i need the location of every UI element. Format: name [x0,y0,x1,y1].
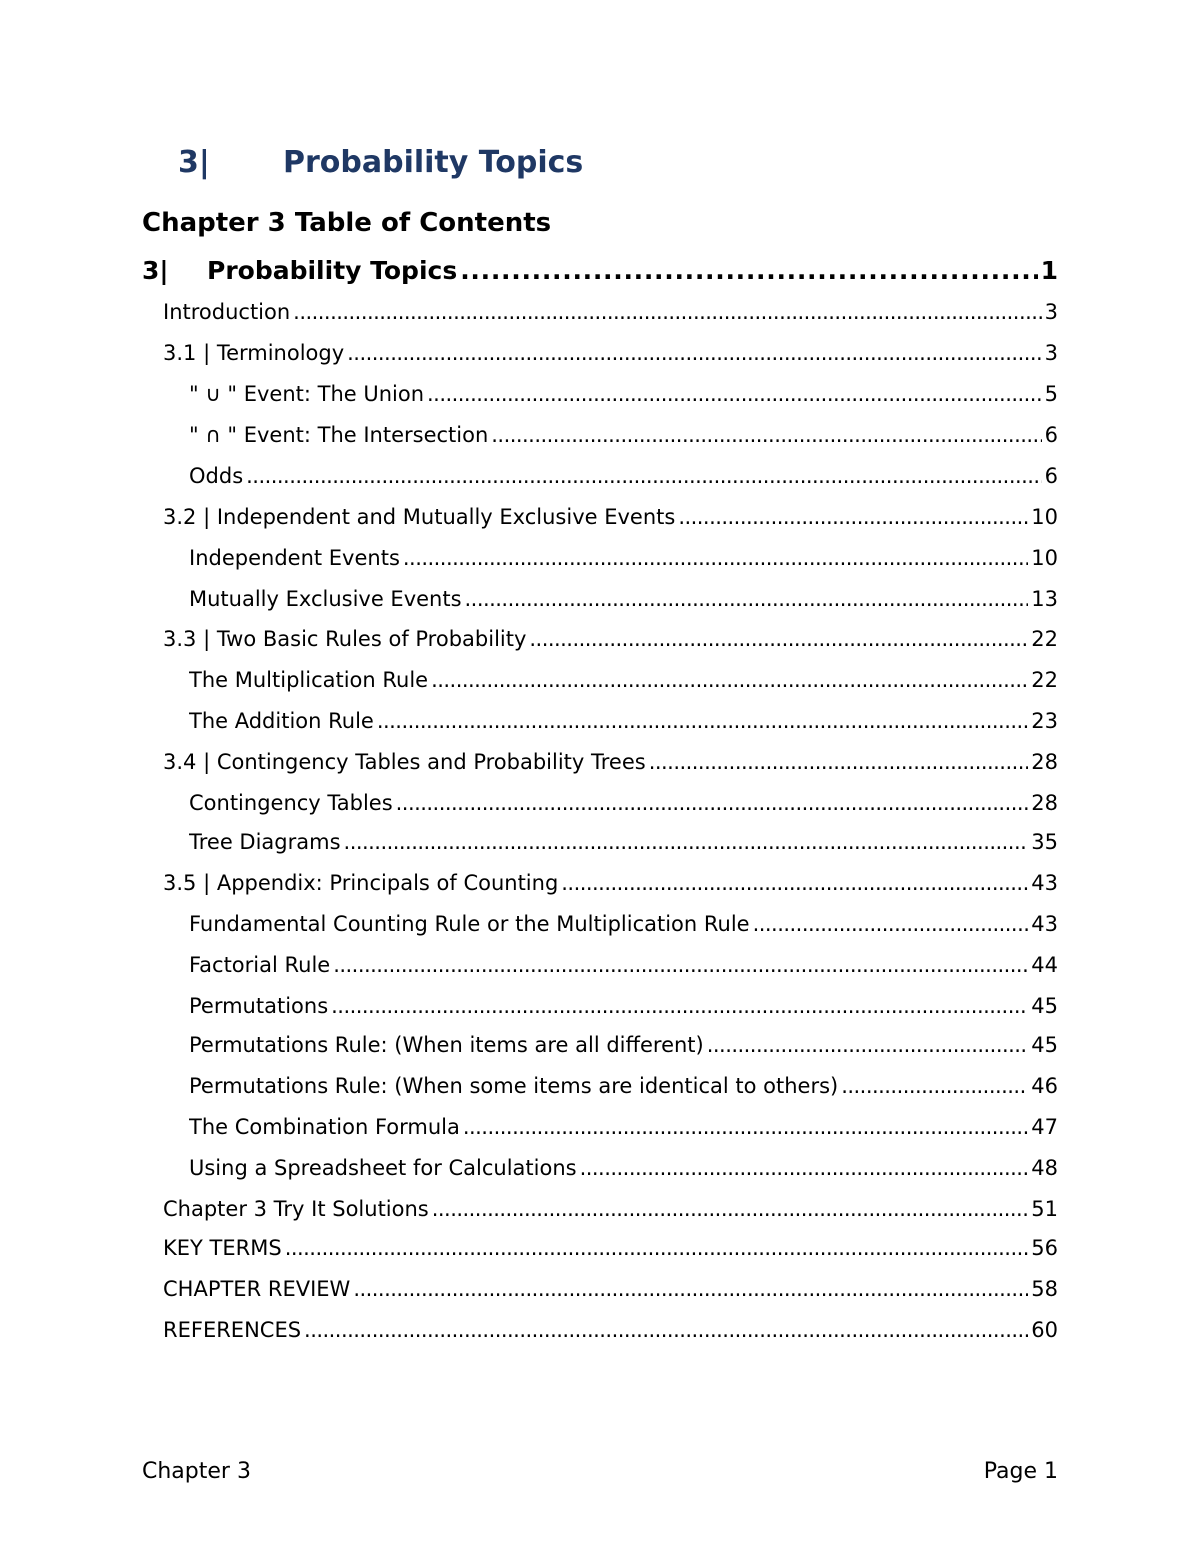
toc-entry[interactable] [163,1234,1058,1262]
toc-entry[interactable] [189,462,1058,490]
toc-entry[interactable] [163,748,1058,776]
toc-page-number: 3 [1044,300,1058,324]
toc-entry-label: Permutations Rule: (When items are all different) [189,1033,704,1057]
toc-entry[interactable] [189,585,1058,613]
toc-entry[interactable] [163,1195,1058,1223]
toc-entry-label: " ∪ " Event: The Union [189,382,425,406]
toc-page-number: 10 [1031,546,1058,570]
dot-leader [427,382,1042,406]
dot-leader [649,750,1029,774]
toc-page-number: 6 [1044,464,1058,488]
dot-leader [580,1156,1029,1180]
toc-entry[interactable] [189,666,1058,694]
dot-leader [293,300,1041,324]
toc-main-entry[interactable] [142,253,1058,287]
toc-entry-label: CHAPTER REVIEW [163,1277,351,1301]
toc-page-number: 13 [1031,587,1058,611]
toc-entry[interactable] [189,544,1058,572]
toc-page-number: 43 [1031,912,1058,936]
toc-entry[interactable] [163,298,1058,326]
toc-entry-label: Tree Diagrams [189,830,341,854]
toc-entry-label: Permutations Rule: (When some items are identical to others) [189,1074,839,1098]
dot-leader [347,341,1041,365]
toc-entry-label: The Multiplication Rule [189,668,429,692]
toc-entry-label: Chapter 3 Try It Solutions [163,1197,429,1221]
toc-entry-label: Introduction [163,300,291,324]
toc-page-number: 60 [1031,1318,1058,1342]
toc-page-number: 35 [1031,830,1058,854]
toc-page-number: 43 [1031,871,1058,895]
toc-entry[interactable] [189,1154,1058,1182]
toc-entry-label [142,256,457,285]
dot-leader [285,1236,1029,1260]
toc-page-number: 1 [1040,255,1058,285]
dot-leader [333,953,1028,977]
toc-entry-label: " ∩ " Event: The Intersection [189,423,489,447]
toc-entry[interactable] [189,380,1058,408]
dot-leader [707,1033,1029,1057]
toc-entry-label: 3.2 | Independent and Mutually Exclusive Events [163,505,676,529]
toc-entry-label: REFERENCES [163,1318,302,1342]
toc-entry-label: 3.5 | Appendix: Principals of Counting [163,871,559,895]
toc-entry[interactable] [189,828,1058,856]
dot-leader [403,546,1028,570]
toc-entry[interactable] [163,869,1058,897]
toc-entry[interactable] [163,339,1058,367]
dot-leader [753,912,1029,936]
dot-leader [491,423,1041,447]
toc-entry[interactable] [163,1316,1058,1344]
dot-leader [331,994,1028,1018]
toc-entry-label: Factorial Rule [189,953,331,977]
dot-leader [465,587,1029,611]
dot-leader [432,1197,1029,1221]
toc-page-number: 22 [1031,668,1058,692]
toc-entry-label: Odds [189,464,244,488]
toc-main-number: 3| [142,255,169,285]
dot-leader [377,709,1028,733]
toc-entry-label: Mutually Exclusive Events [189,587,462,611]
toc-page-number: 45 [1031,1033,1058,1057]
dot-leader [396,791,1029,815]
toc-page-number: 5 [1044,382,1058,406]
chapter-number: 3| [178,144,210,180]
toc-entry[interactable] [189,1031,1058,1059]
toc-entry-label: The Addition Rule [189,709,374,733]
toc-page-number: 46 [1031,1074,1058,1098]
chapter-heading [178,140,583,184]
toc-page-number: 28 [1031,750,1058,774]
dot-leader [304,1318,1028,1342]
toc-page-number: 22 [1031,627,1058,651]
toc-entry-label: Permutations [189,994,329,1018]
toc-page-number: 51 [1031,1197,1058,1221]
dot-leader [529,627,1028,651]
toc-entry[interactable] [189,421,1058,449]
dot-leader [678,505,1028,529]
toc-entry[interactable] [189,789,1058,817]
dot-leader [431,668,1028,692]
toc-entry[interactable] [189,1113,1058,1141]
dot-leader [246,464,1041,488]
toc-page-number: 3 [1044,341,1058,365]
chapter-title: Probability Topics [283,144,584,180]
toc-page-number: 28 [1031,791,1058,815]
toc-entry-label: Using a Spreadsheet for Calculations [189,1156,577,1180]
toc-entry[interactable] [189,1072,1058,1100]
toc-entry[interactable] [189,707,1058,735]
toc-page-number: 47 [1031,1115,1058,1139]
toc-entry-label: 3.3 | Two Basic Rules of Probability [163,627,527,651]
dot-leader [353,1277,1028,1301]
toc-page-number: 48 [1031,1156,1058,1180]
toc-page-number: 44 [1031,953,1058,977]
footer-page-number: Page 1 [983,1458,1058,1484]
toc-page-number: 10 [1031,505,1058,529]
toc-page-number: 56 [1031,1236,1058,1260]
toc-entry-label: 3.4 | Contingency Tables and Probability Trees [163,750,646,774]
toc-entry[interactable] [189,992,1058,1020]
toc-entry-label: 3.1 | Terminology [163,341,345,365]
toc-entry[interactable] [163,503,1058,531]
dot-leader [463,1115,1028,1139]
toc-page-number: 45 [1031,994,1058,1018]
toc-entry[interactable] [163,625,1058,653]
toc-entry[interactable] [163,1275,1058,1303]
dot-leader [561,871,1028,895]
toc-page-number: 58 [1031,1277,1058,1301]
toc-entry[interactable] [189,910,1058,938]
toc-page-number: 6 [1044,423,1058,447]
dot-leader [460,256,1037,285]
toc-page-number: 23 [1031,709,1058,733]
toc-entry-label: Contingency Tables [189,791,393,815]
dot-leader [344,830,1029,854]
toc-main-title: Probability Topics [207,255,458,285]
footer-chapter: Chapter 3 [142,1458,251,1484]
toc-title: Chapter 3 Table of Contents [142,208,552,238]
toc-entry[interactable] [189,951,1058,979]
toc-entry-label: The Combination Formula [189,1115,460,1139]
dot-leader [841,1074,1028,1098]
toc-entry-label: KEY TERMS [163,1236,282,1260]
toc-entry-label: Independent Events [189,546,400,570]
toc-entry-label: Fundamental Counting Rule or the Multiplication Rule [189,912,750,936]
